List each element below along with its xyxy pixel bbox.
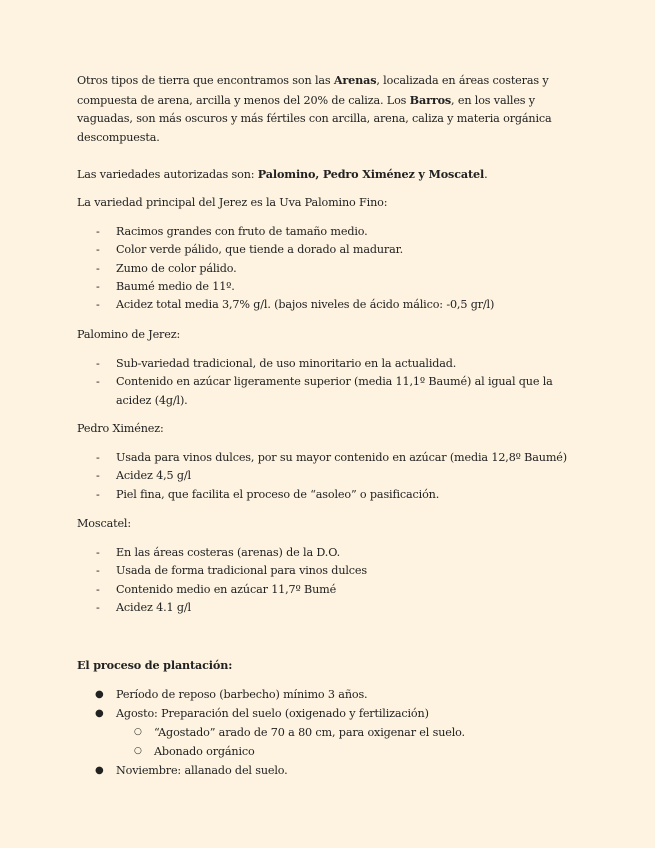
list-item-text: En las áreas costeras (arenas) de la D.O. [116,546,340,559]
moscatel-title: Moscatel: [77,517,131,530]
dash-marker: - [96,298,100,312]
list-item-text: Piel fina, que facilita el proceso de “asoleo” o pasificación. [116,487,440,501]
intro-text-2: , localizada en áreas costeras y compuesta de arena, arcilla y menos del 20% de caliza. Los [77,74,549,107]
plantacion-sublist [116,723,577,761]
dash-marker: - [96,225,100,238]
intro-bold-arenas: Arenas [333,73,377,87]
dash-marker: - [96,375,100,389]
pedro-ximenez-title: Pedro Ximénez: [77,422,164,435]
dash-marker: - [96,243,100,257]
dash-marker: - [96,469,100,483]
list-item-text: Usada para vinos dulces, por su mayor contenido en azúcar (media 12,8º Baumé) [116,451,567,464]
list-item [77,685,577,704]
dash-marker: - [96,261,100,275]
plantacion-list [77,685,577,780]
dash-marker: - [96,279,100,293]
varieties-prefix: Las variedades autorizadas son: [77,168,258,181]
plantacion-heading [77,656,232,675]
dash-marker: - [96,564,100,578]
dash-marker: - [96,546,100,559]
moscatel-list [77,544,577,617]
varieties-bold: Palomino, Pedro Ximénez y Moscatel [257,167,485,181]
list-item-text: Racimos grandes con fruto de tamaño medio. [116,225,368,238]
palomino-jerez-list [77,355,577,410]
list-item [77,562,577,580]
principal-variety-line: La variedad principal del Jerez es la Uva Palomino Fino: [77,196,388,209]
list-item-text: Sub-variedad tradicional, de uso minoritario en la actualidad. [116,357,457,370]
dash-marker: - [96,357,100,370]
dash-marker: - [96,451,100,464]
intro-text-3: , en los valles y vaguadas, son más oscuros y más fértiles con arcilla, arena, caliza y materia orgánica descompuesta. [77,93,552,144]
list-item [77,544,577,562]
list-item [77,241,577,259]
list-item-text: Abonado orgánico [154,745,255,758]
list-item [77,467,577,485]
circle-bullet-icon: ○ [134,727,142,737]
list-item [77,486,577,504]
intro-bold-barros: Barros [409,92,452,107]
list-item-text: Acidez total media 3,7% g/l. (bajos niveles de ácido málico: -0,5 gr/l) [116,298,495,312]
list-item-text: “Agostado” arado de 70 a 80 cm, para oxigenar el suelo. [154,726,465,739]
list-item [77,355,577,373]
list-item [77,581,577,599]
intro-paragraph [77,71,587,147]
list-item-text: Acidez 4.1 g/l [116,600,191,614]
list-item [77,599,577,617]
list-item [77,704,577,761]
varieties-line [77,165,487,184]
plantacion-heading-text: El proceso de plantación: [77,658,233,672]
list-item [77,223,577,241]
list-item-text: Acidez 4,5 g/l [116,469,191,483]
dash-marker: - [96,487,100,501]
bullet-icon: ● [95,708,104,719]
list-item-text: Agosto: Preparación del suelo (oxigenado y fertilización) [116,707,429,720]
varieties-suffix: . [484,168,488,181]
list-item [77,449,577,467]
bullet-icon: ● [95,689,104,700]
list-item [77,761,577,780]
list-item-text: Contenido en azúcar ligeramente superior (media 11,1º Baumé) al igual que la acidez (4g/l). [116,375,553,407]
circle-bullet-icon: ○ [134,746,142,756]
list-item-text: Baumé medio de 11º. [116,279,235,293]
list-item-text: Usada de forma tradicional para vinos dulces [116,564,367,578]
palomino-fino-list [77,223,577,314]
dash-marker: - [96,582,100,596]
intro-text-1: Otros tipos de tierra que encontramos son las [77,74,334,87]
list-item-text: Período de reposo (barbecho) mínimo 3 años. [116,688,368,701]
list-item [77,278,577,296]
sub-list-item [116,742,577,761]
list-item-text: Contenido medio en azúcar 11,7º Bumé [116,582,337,596]
list-item [77,260,577,278]
list-item-text: Zumo de color pálido. [116,261,237,275]
list-item [77,296,577,314]
dash-marker: - [96,600,100,614]
pedro-ximenez-list [77,449,577,504]
list-item-text: Color verde pálido, que tiende a dorado al madurar. [116,243,404,257]
list-item-text: Noviembre: allanado del suelo. [116,764,288,777]
sub-list-item [116,723,577,742]
bullet-icon: ● [95,765,104,776]
palomino-jerez-title: Palomino de Jerez: [77,328,181,341]
list-item [77,373,577,410]
